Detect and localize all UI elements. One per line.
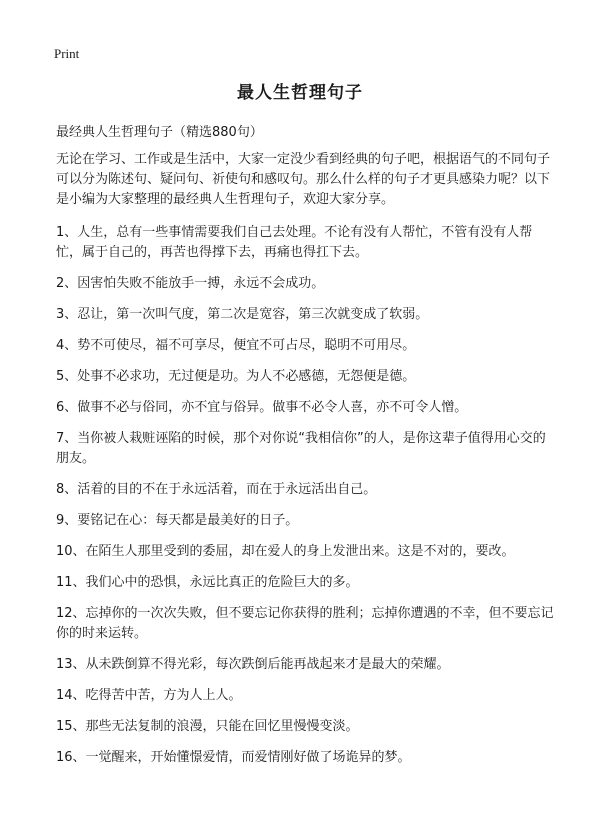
intro-paragraph: 无论在学习、工作或是生活中，大家一定没少看到经典的句子吧，根据语气的不同句子可以分为陈述句、疑问句、祈使句和感叹句。那么什么样的句子才更具感染力呢？以下是小编为大家整理的最经典人生哲理句子，欢迎大家分享。	[56, 152, 551, 207]
quote-item-8: 8、活着的目的不在于永远活着，而在于永远活出自己。	[56, 482, 377, 497]
quote-item-16: 16、一觉醒来，开始懂憬爱情，而爱情刚好做了场诡异的梦。	[56, 750, 411, 765]
page-subtitle: 最经典人生哲理句子（精选880句）	[56, 125, 263, 140]
quote-item-5: 5、处事不必求功，无过便是功。为人不必感德，无怨便是德。	[56, 369, 416, 384]
article-body	[56, 150, 556, 779]
quote-item-1: 1、人生，总有一些事情需要我们自己去处理。不论有没有人帮忙，不管有没有人帮忙，属于自己的，再苦也得撑下去，再痛也得扛下去。	[56, 225, 533, 260]
quote-item-11: 11、我们心中的恐惧，永远比真正的危险巨大的多。	[56, 575, 359, 590]
quote-item-2: 2、因害怕失败不能放手一搏，永远不会成功。	[56, 276, 325, 291]
quote-item-4: 4、势不可使尽，福不可享尽，便宜不可占尽，聪明不可用尽。	[56, 338, 416, 353]
quote-item-13: 13、从未跌倒算不得光彩，每次跌倒后能再战起来才是最大的荣耀。	[56, 657, 450, 672]
print-link[interactable]: Print	[54, 46, 80, 61]
quote-item-14: 14、吃得苦中苦，方为人上人。	[56, 688, 242, 703]
quote-item-3: 3、忍让，第一次叫气度，第二次是宽容，第三次就变成了软弱。	[56, 307, 429, 322]
quote-item-10: 10、在陌生人那里受到的委屈，却在爱人的身上发泄出来。这是不对的，要改。	[56, 544, 515, 559]
page-title: 最人生哲理句子	[237, 83, 363, 103]
quote-item-12: 12、忘掉你的一次次失败，但不要忘记你获得的胜利；忘掉你遭遇的不幸，但不要忘记你的时来运转。	[56, 606, 554, 641]
quote-item-6: 6、做事不必与俗同，亦不宜与俗异。做事不必令人喜，亦不可令人憎。	[56, 400, 468, 415]
quote-item-7: 7、当你被人栽赃诬陷的时候，那个对你说“我相信你”的人，是你这辈子值得用心交的朋友。	[56, 431, 546, 466]
quote-item-15: 15、那些无法复制的浪漫，只能在回忆里慢慢变淡。	[56, 719, 359, 734]
quote-item-9: 9、要铭记在心：每天都是最美好的日子。	[56, 513, 299, 528]
